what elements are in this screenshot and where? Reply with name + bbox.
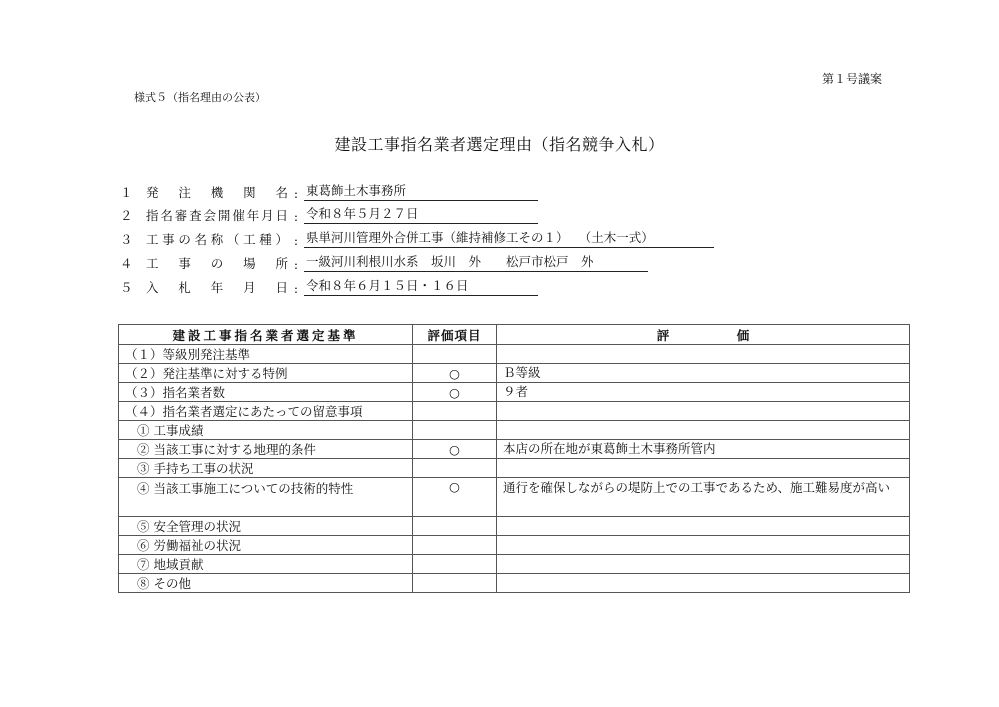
criteria-cell: ⑤ 安全管理の状況: [119, 517, 413, 536]
info-label: 発注機関名: [146, 185, 288, 200]
table-header-row: [119, 325, 910, 345]
criteria-cell: （３）指名業者数: [119, 383, 413, 402]
table-row: [119, 383, 910, 402]
evaluation-cell: [497, 345, 910, 364]
info-value: 令和８年５月２７日: [304, 204, 538, 224]
table-row: [119, 364, 910, 383]
evaluation-cell: 本店の所在地が東葛飾土木事務所管内: [497, 440, 910, 459]
mark-cell: ○: [413, 478, 497, 517]
info-label: 工事の場所: [146, 256, 288, 271]
info-number: ４: [120, 256, 133, 271]
info-row-work-location: [120, 254, 648, 272]
mark-cell: [413, 345, 497, 364]
info-value: 東葛飾土木事務所: [304, 181, 538, 201]
evaluation-cell: [497, 421, 910, 440]
header-evaluation-right: 価: [736, 327, 750, 343]
criteria-cell: ⑥ 労働福祉の状況: [119, 536, 413, 555]
evaluation-cell: [497, 536, 910, 555]
info-value: 令和８年６月１５日・１６日: [304, 276, 538, 296]
info-colon: :: [293, 233, 299, 248]
mark-cell: ○: [413, 383, 497, 402]
info-row-review-date: [120, 206, 538, 224]
header-criteria: 建設工事指名業者選定基準: [119, 325, 413, 345]
info-number: ２: [120, 208, 133, 223]
info-colon: :: [293, 257, 299, 272]
table-row: [119, 517, 910, 536]
evaluation-cell: Ｂ等級: [497, 364, 910, 383]
info-number: ３: [120, 232, 133, 247]
criteria-cell: ④ 当該工事施工についての技術的特性: [119, 478, 413, 517]
info-value: 一級河川利根川水系 坂川 外 松戸市松戸 外: [304, 252, 648, 272]
criteria-cell: （２）発注基準に対する特例: [119, 364, 413, 383]
evaluation-cell: [497, 517, 910, 536]
mark-cell: [413, 574, 497, 593]
criteria-cell: （１）等級別発注基準: [119, 345, 413, 364]
info-label: 工事の名称（工種）: [146, 232, 288, 247]
info-colon: :: [293, 209, 299, 224]
info-label: 入札年月日: [146, 280, 288, 295]
table-row: [119, 402, 910, 421]
criteria-cell: ⑧ その他: [119, 574, 413, 593]
document-number: 第１号議案: [821, 72, 882, 86]
evaluation-cell: 通行を確保しながらの堤防上での工事であるため、施工難易度が高い: [497, 478, 910, 517]
mark-cell: [413, 402, 497, 421]
info-row-bid-date: [120, 278, 538, 296]
evaluation-cell: [497, 459, 910, 478]
mark-cell: [413, 459, 497, 478]
info-row-work-name: [120, 230, 714, 248]
table-row: [119, 345, 910, 364]
header-evaluation-left: 評: [656, 327, 670, 343]
selection-criteria-table: [118, 324, 910, 593]
table-row: [119, 574, 910, 593]
evaluation-cell: [497, 402, 910, 421]
criteria-cell: （４）指名業者選定にあたっての留意事項: [119, 402, 413, 421]
form-label: 様式５（指名理由の公表）: [134, 91, 266, 104]
info-label: 指名審査会開催年月日: [146, 208, 288, 223]
info-colon: :: [293, 186, 299, 201]
evaluation-cell: [497, 555, 910, 574]
info-row-ordering-office: [120, 183, 538, 201]
header-evaluation-item: 評価項目: [413, 325, 497, 345]
criteria-cell: ③ 手持ち工事の状況: [119, 459, 413, 478]
criteria-cell: ② 当該工事に対する地理的条件: [119, 440, 413, 459]
table-row: [119, 421, 910, 440]
criteria-cell: ⑦ 地域貢献: [119, 555, 413, 574]
mark-cell: [413, 555, 497, 574]
table-row: [119, 440, 910, 459]
page-title: 建設工事指名業者選定理由（指名競争入札）: [334, 135, 665, 154]
info-value: 県単河川管理外合併工事（維持補修工その１） （土木一式）: [304, 228, 714, 248]
mark-cell: [413, 536, 497, 555]
evaluation-cell: [497, 574, 910, 593]
table-row: [119, 459, 910, 478]
mark-cell: ○: [413, 364, 497, 383]
info-colon: :: [293, 281, 299, 296]
table-row: [119, 478, 910, 517]
mark-cell: [413, 517, 497, 536]
table-row: [119, 536, 910, 555]
criteria-cell: ① 工事成績: [119, 421, 413, 440]
info-number: ５: [120, 280, 133, 295]
mark-cell: ○: [413, 440, 497, 459]
info-number: １: [120, 185, 133, 200]
header-evaluation: [497, 325, 910, 345]
table-row: [119, 555, 910, 574]
evaluation-cell: ９者: [497, 383, 910, 402]
mark-cell: [413, 421, 497, 440]
